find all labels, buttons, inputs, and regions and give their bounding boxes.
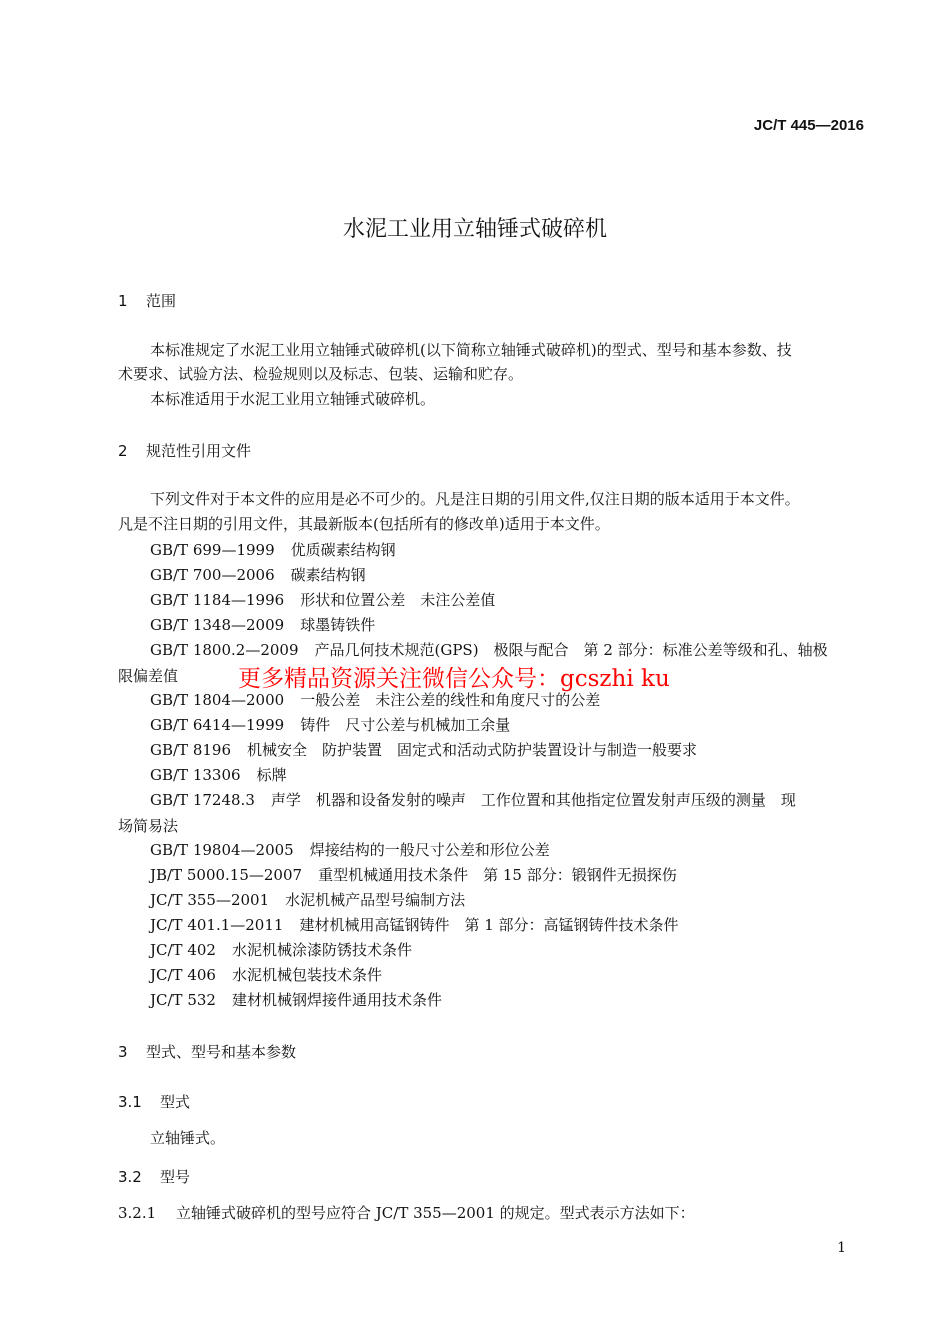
reference-item (150, 539, 396, 560)
reference-title: 建材机械用高锰钢铸件 第 1 部分：高锰钢铸件技术条件 (299, 916, 679, 934)
reference-title: 一般公差 未注公差的线性和角度尺寸的公差 (300, 691, 601, 709)
reference-title: 铸件 尺寸公差与机械加工余量 (300, 716, 511, 734)
subsection-3-2-heading (118, 1166, 190, 1187)
reference-item (150, 639, 828, 660)
section-title: 型式、型号和基本参数 (146, 1043, 297, 1061)
section-1-heading (118, 290, 176, 311)
reference-code: JC/T 532 (150, 991, 216, 1009)
section-number: 3 (118, 1043, 128, 1061)
section-title: 规范性引用文件 (146, 442, 252, 460)
paragraph: 本标准规定了水泥工业用立轴锤式破碎机(以下简称立轴锤式破碎机)的型式、型号和基本参数、技 (150, 341, 792, 359)
reference-item (150, 589, 495, 610)
reference-code: GB/T 19804—2005 (150, 841, 294, 859)
subsection-number: 3.1 (118, 1093, 142, 1111)
reference-title: 水泥机械涂漆防锈技术条件 (231, 941, 412, 959)
reference-title: 水泥机械包装技术条件 (231, 966, 382, 984)
subsection-title: 型式 (160, 1093, 191, 1111)
reference-item (150, 839, 550, 860)
reference-continuation: 场简易法 (118, 817, 179, 835)
section-number: 1 (118, 292, 128, 310)
subsection-number: 3.2 (118, 1168, 142, 1186)
reference-code: GB/T 1800.2—2009 (150, 641, 299, 659)
reference-code: JC/T 402 (150, 941, 216, 959)
reference-code: GB/T 1348—2009 (150, 616, 285, 634)
reference-item (150, 939, 412, 960)
paragraph: 立轴锤式。 (150, 1129, 226, 1147)
reference-code: GB/T 700—2006 (150, 566, 275, 584)
reference-title: 重型机械通用技术条件 第 15 部分：锻钢件无损探伤 (318, 866, 677, 884)
reference-title: 机械安全 防护装置 固定式和活动式防护装置设计与制造一般要求 (247, 741, 698, 759)
reference-continuation: 限偏差值 (118, 667, 179, 685)
reference-title: 水泥机械产品型号编制方法 (285, 891, 466, 909)
reference-title: 形状和位置公差 未注公差值 (300, 591, 496, 609)
reference-title: 球墨铸铁件 (300, 616, 376, 634)
section-3-heading (118, 1041, 296, 1062)
reference-item (150, 564, 366, 585)
reference-item (150, 689, 600, 710)
watermark-text: 更多精品资源关注微信公众号：gcszhi ku (238, 666, 670, 692)
section-number: 2 (118, 442, 128, 460)
paragraph: 凡是不注日期的引用文件，其最新版本(包括所有的修改单)适用于本文件。 (118, 515, 610, 533)
reference-title: 优质碳素结构钢 (290, 541, 396, 559)
reference-item (150, 989, 442, 1010)
paragraph: 本标准适用于水泥工业用立轴锤式破碎机。 (150, 390, 436, 408)
reference-item (150, 764, 287, 785)
reference-title: 标牌 (256, 766, 287, 784)
reference-title: 焊接结构的一般尺寸公差和形位公差 (309, 841, 550, 859)
page-number: 1 (837, 1240, 846, 1256)
reference-code: GB/T 699—1999 (150, 541, 275, 559)
subsection-title: 型号 (160, 1168, 191, 1186)
reference-title: 声学 机器和设备发射的噪声 工作位置和其他指定位置发射声压级的测量 现 (270, 791, 796, 809)
reference-code: JB/T 5000.15—2007 (150, 866, 303, 884)
clause-text: 立轴锤式破碎机的型号应符合 JC/T 355—2001 的规定。型式表示方法如下： (176, 1204, 695, 1222)
clause-number: 3.2.1 (118, 1204, 157, 1222)
section-title: 范围 (146, 292, 177, 310)
reference-code: JC/T 406 (150, 966, 216, 984)
reference-code: GB/T 13306 (150, 766, 241, 784)
clause-3-2-1 (118, 1201, 695, 1225)
reference-item (150, 889, 465, 910)
reference-code: GB/T 1804—2000 (150, 691, 285, 709)
reference-code: GB/T 1184—1996 (150, 591, 285, 609)
document-title: 水泥工业用立轴锤式破碎机 (342, 217, 607, 242)
reference-code: JC/T 355—2001 (150, 891, 270, 909)
paragraph: 下列文件对于本文件的应用是必不可少的。凡是注日期的引用文件,仅注日期的版本适用于本文件。 (150, 490, 800, 508)
reference-title: 碳素结构钢 (290, 566, 366, 584)
reference-title: 产品几何技术规范(GPS) 极限与配合 第 2 部分：标准公差等级和孔、轴极 (314, 641, 828, 659)
reference-item (150, 964, 382, 985)
reference-code: GB/T 8196 (150, 741, 232, 759)
reference-title: 建材机械钢焊接件通用技术条件 (231, 991, 442, 1009)
reference-item (150, 789, 796, 810)
reference-item (150, 714, 510, 735)
paragraph: 术要求、试验方法、检验规则以及标志、包装、运输和贮存。 (118, 365, 524, 383)
reference-code: GB/T 17248.3 (150, 791, 255, 809)
reference-code: JC/T 401.1—2011 (150, 916, 284, 934)
standard-code: JC/T 445—2016 (753, 117, 864, 134)
reference-item (150, 739, 697, 760)
reference-code: GB/T 6414—1999 (150, 716, 285, 734)
subsection-3-1-heading (118, 1091, 190, 1112)
reference-item (150, 864, 677, 885)
section-2-heading (118, 440, 251, 461)
reference-item (150, 914, 679, 935)
reference-item (150, 614, 375, 635)
